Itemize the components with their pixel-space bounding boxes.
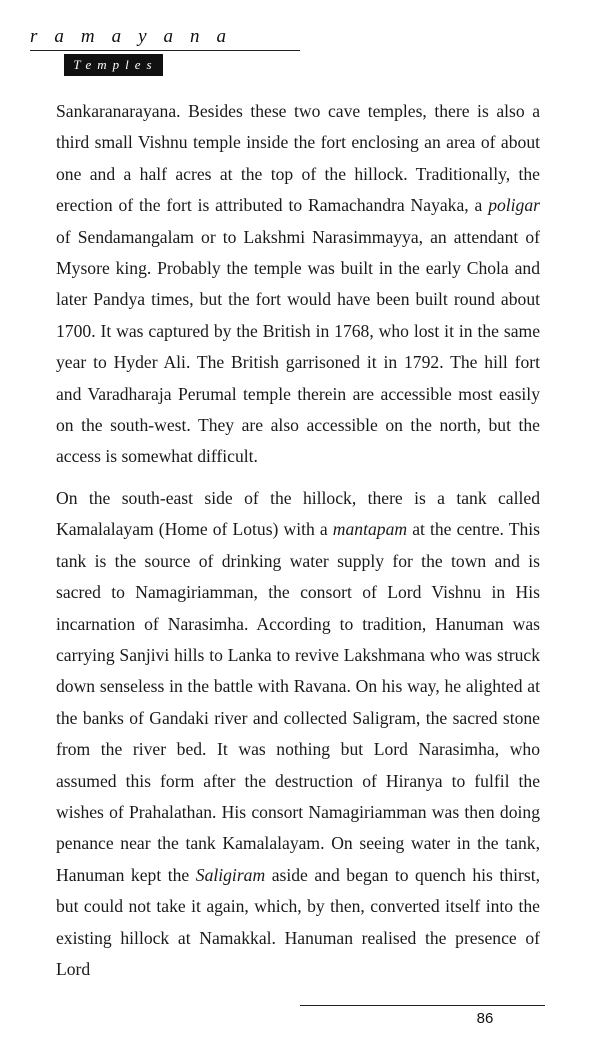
text-segment: aside and began to quench his thirst, but could not take it again, which, by then, converted itself into the existing hillock at Namakkal. Hanuman realised the presence of Lord [56,864,540,979]
body-text [56,96,540,985]
page-number: 86 [476,1010,494,1027]
text-segment: Sankaranarayana. Besides these two cave temples, there is also a third small Vishnu temple inside the fort enclosing an area of about one and a half acres at the top of the hillock. Traditionally, the erection of the fort is attributed to Ramachandra Nayaka, a [56,101,540,216]
paragraph-text [56,96,540,473]
section-label-box [64,54,163,76]
paragraph-text [56,483,540,986]
italic-term-mantapam: mantapam [332,519,408,540]
paragraph-2 [56,483,540,986]
italic-term-saligiram: Saligiram [195,864,266,885]
running-header-title: ramayana [30,26,244,47]
paragraph-1 [56,96,540,473]
section-label: Temples [73,57,158,72]
text-segment: On the south-east side of the hillock, there is a tank called Kamalalayam (Home of Lotus) with a [56,487,540,540]
text-segment: at the centre. This tank is the source of drinking water supply for the town and is sacred to Namagiriamman, the consort of Lord Vishnu in His incarnation of Narasimha. According to tradition, Hanuman was carrying Sanjivi hills to Lanka to revive Lakshmana who was struck down senseless in the battle with Ravana. On his way, he alighted at the banks of Gandaki river and collected Saligram, the sacred stone from the river bed. It was nothing but Lord Narasimha, who assumed this form after the destruction of Hiranya to fulfil the wishes of Prahalathan. His consort Namagiriamman was then doing penance near the tank Kamalalayam. On seeing water in the tank, Hanuman kept the [56,519,540,885]
text-segment: of Sendamangalam or to Lakshmi Narasimmayya, an attendant of Mysore king. Probably the temple was built in the early Chola and later Pandya times, but the fort would have been built round about 1700. It was captured by the British in 1768, who lost it in the same year to Hyder Ali. The British garrisoned it in 1792. The hill fort and Varadharaja Perumal temple therein are accessible most easily on the south-west. They are also accessible on the north, but the access is somewhat difficult. [56,226,540,467]
header-rule [30,50,300,51]
italic-term-poligar: poligar [488,195,540,216]
footer-rule [300,1005,545,1006]
